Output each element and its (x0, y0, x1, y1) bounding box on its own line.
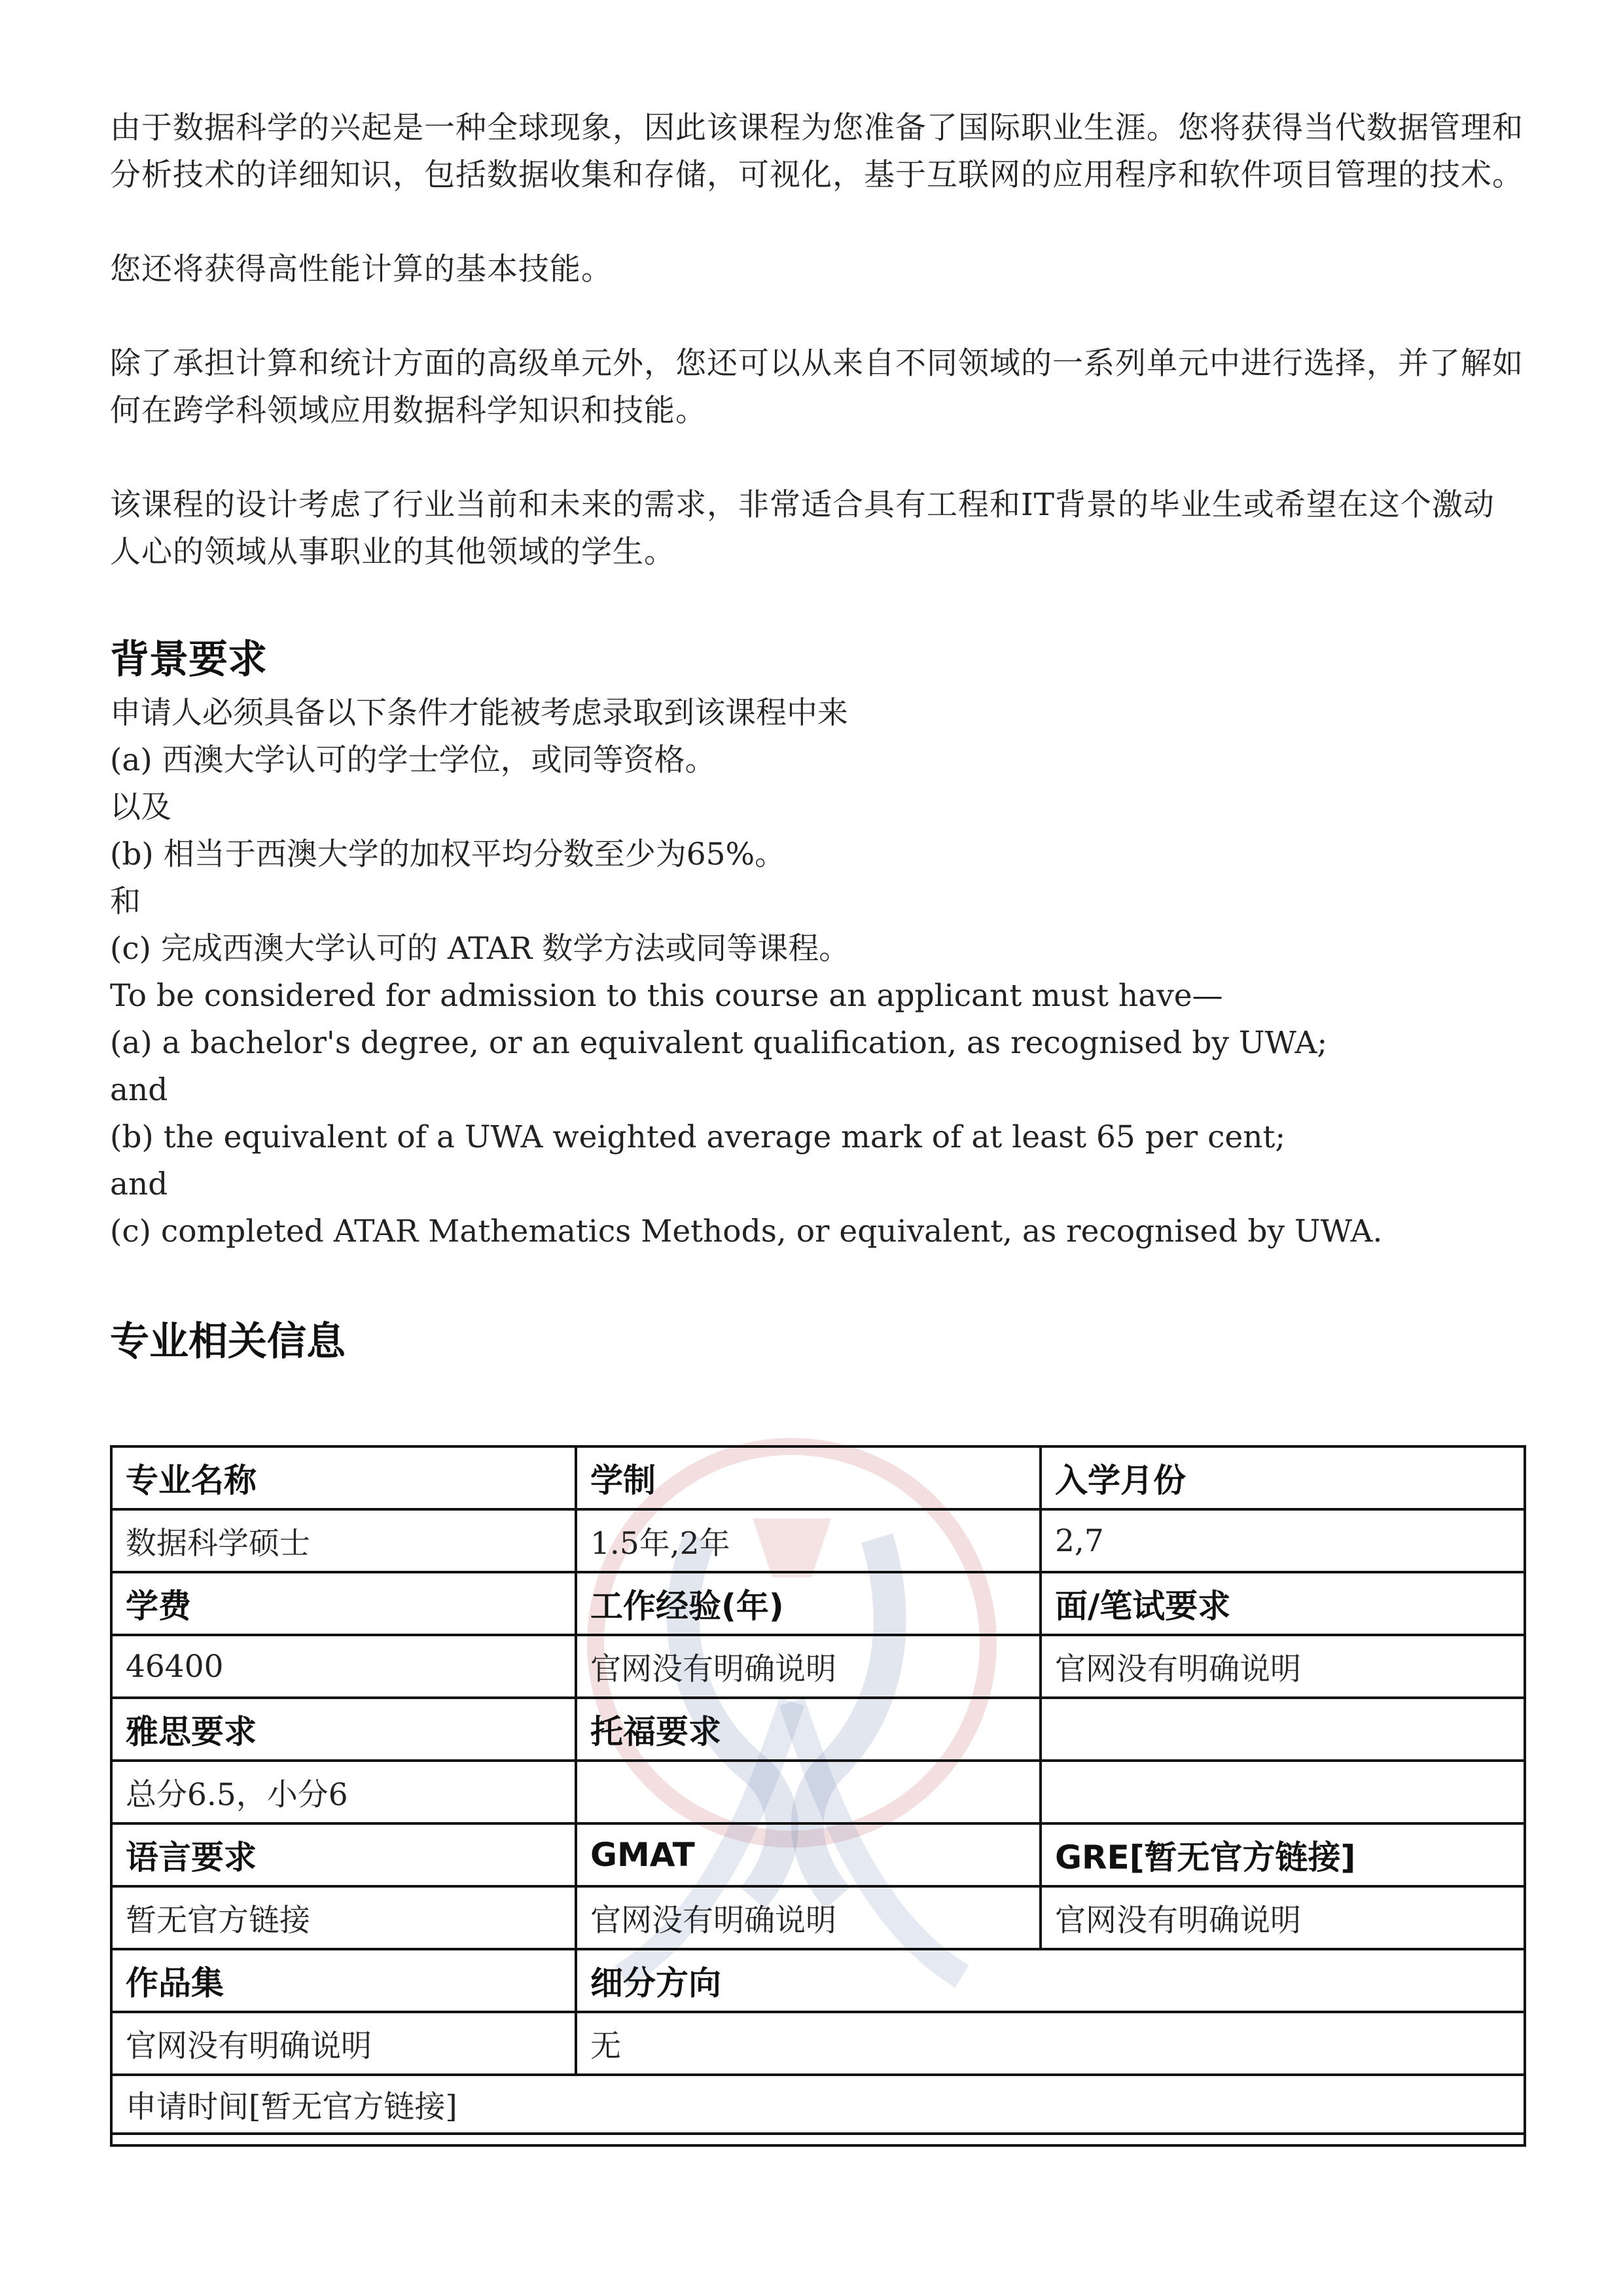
table-row (111, 1949, 1525, 2012)
req-line: (b) 相当于西澳大学的加权平均分数至少为65%。 (110, 836, 786, 872)
req-line: (a) 西澳大学认可的学士学位，或同等资格。 (110, 742, 716, 778)
empty-cell (1041, 1761, 1525, 1823)
value-duration: 1.5年,2年 (576, 1509, 1041, 1572)
value-application-time: 申请时间[暂无官方链接] (111, 2075, 1525, 2134)
label-concentration: 细分方向 (576, 1949, 1525, 2012)
value-toefl (576, 1761, 1041, 1823)
label-duration: 学制 (576, 1446, 1041, 1509)
empty-cell (111, 2134, 1525, 2145)
value-concentration: 无 (576, 2012, 1525, 2075)
value-interview: 官网没有明确说明 (1041, 1635, 1525, 1698)
document-body (110, 105, 1524, 1368)
background-requirements (110, 690, 1524, 1255)
label-intake: 入学月份 (1041, 1446, 1525, 1509)
label-ielts: 雅思要求 (111, 1698, 576, 1761)
req-line: and (110, 1072, 168, 1108)
req-line: (b) the equivalent of a UWA weighted average mark of at least 65 per cent; (110, 1119, 1286, 1155)
label-gre: GRE[暂无官方链接] (1041, 1823, 1525, 1886)
label-work-experience: 工作经验(年) (576, 1572, 1041, 1635)
label-toefl: 托福要求 (576, 1698, 1041, 1761)
label-tuition: 学费 (111, 1572, 576, 1635)
value-intake: 2,7 (1041, 1509, 1525, 1572)
table-row (111, 1698, 1525, 1761)
table-row (111, 1823, 1525, 1886)
label-language: 语言要求 (111, 1823, 576, 1886)
value-work-experience: 官网没有明确说明 (576, 1635, 1041, 1698)
table-row (111, 2012, 1525, 2075)
program-info-table (110, 1445, 1526, 2147)
table-row (111, 1446, 1525, 1509)
intro-paragraph-3: 除了承担计算和统计方面的高级单元外，您还可以从来自不同领域的一系列单元中进行选择，并了解如何在跨学科领域应用数据科学知识和技能。 (110, 346, 1524, 429)
spec-heading: 专业相关信息 (110, 1319, 346, 1365)
table-row (111, 1572, 1525, 1635)
req-line: (c) 完成西澳大学认可的 ATAR 数学方法或同等课程。 (110, 931, 850, 967)
req-line: 和 (110, 884, 141, 920)
label-program-name: 专业名称 (111, 1446, 576, 1509)
empty-cell (1041, 1698, 1525, 1761)
value-gmat: 官网没有明确说明 (576, 1886, 1041, 1949)
value-language: 暂无官方链接 (111, 1886, 576, 1949)
value-portfolio: 官网没有明确说明 (111, 2012, 576, 2075)
req-line: (c) completed ATAR Mathematics Methods, or equivalent, as recognised by UWA. (110, 1213, 1383, 1249)
table-row (111, 1509, 1525, 1572)
req-line: (a) a bachelor's degree, or an equivalent qualification, as recognised by UWA; (110, 1025, 1328, 1061)
label-interview: 面/笔试要求 (1041, 1572, 1525, 1635)
table-row (111, 2075, 1525, 2134)
intro-paragraph-4: 该课程的设计考虑了行业当前和未来的需求，非常适合具有工程和IT背景的毕业生或希望在这个激动人心的领域从事职业的其他领域的学生。 (110, 487, 1495, 570)
background-heading: 背景要求 (110, 637, 267, 683)
label-gmat: GMAT (576, 1823, 1041, 1886)
table-row (111, 1635, 1525, 1698)
req-line: and (110, 1166, 168, 1202)
label-portfolio: 作品集 (111, 1949, 576, 2012)
table-row (111, 1886, 1525, 1949)
value-program-name: 数据科学硕士 (111, 1509, 576, 1572)
intro-paragraph-1: 由于数据科学的兴起是一种全球现象，因此该课程为您准备了国际职业生涯。您将获得当代数据管理和分析技术的详细知识，包括数据收集和存储，可视化，基于互联网的应用程序和软件项目管理的技术。 (110, 110, 1524, 193)
value-gre: 官网没有明确说明 (1041, 1886, 1525, 1949)
intro-paragraph-2: 您还将获得高性能计算的基本技能。 (110, 251, 613, 287)
req-line: To be considered for admission to this course an applicant must have— (110, 978, 1223, 1014)
table-row (111, 1761, 1525, 1823)
req-line: 申请人必须具备以下条件才能被考虑录取到该课程中来 (110, 695, 848, 731)
value-ielts: 总分6.5，小分6 (111, 1761, 576, 1823)
table-row (111, 2134, 1525, 2145)
value-tuition: 46400 (111, 1635, 576, 1698)
req-line: 以及 (110, 789, 171, 825)
